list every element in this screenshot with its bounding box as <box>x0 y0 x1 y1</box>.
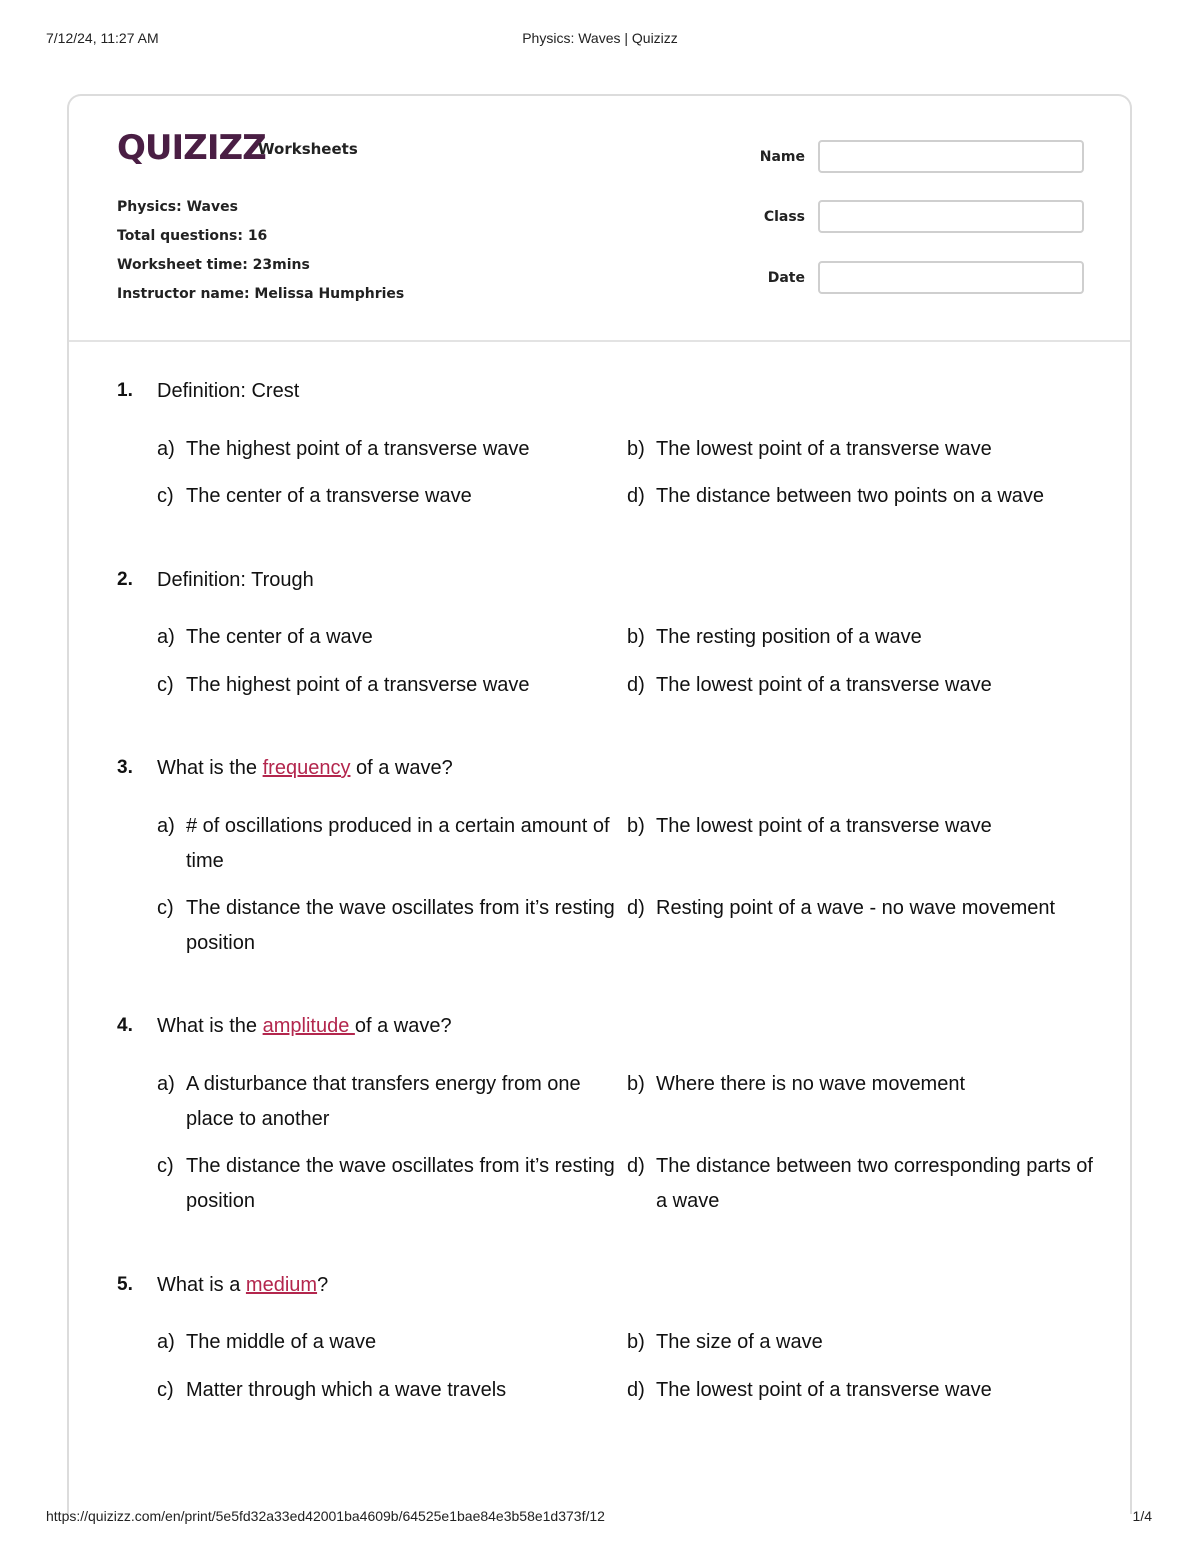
option-a: a) The middle of a wave <box>157 1331 377 1353</box>
worksheet <box>67 94 1132 1514</box>
print-url: https://quizizz.com/en/print/5e5fd32a33ed42001ba4609b/64525e1bae84e3b58e1d373f/12 <box>46 1508 605 1524</box>
question-number: 3. <box>117 757 133 778</box>
option-b: b) The lowest point of a transverse wave <box>627 438 992 460</box>
date-field[interactable] <box>818 261 1084 294</box>
print-footer <box>0 1508 1200 1528</box>
name-field[interactable] <box>818 140 1084 173</box>
option-c: c) The highest point of a transverse wave <box>157 674 530 696</box>
keyword-link[interactable]: frequency <box>262 757 351 779</box>
question-text: What is a medium? <box>157 1274 329 1296</box>
page-number: 1/4 <box>1132 1508 1152 1524</box>
option-b: b) The lowest point of a transverse wave <box>627 815 992 837</box>
option-d: d) The lowest point of a transverse wave <box>627 674 992 696</box>
brand-logo: QUIZIZZ <box>117 128 266 168</box>
class-field[interactable] <box>818 200 1084 233</box>
question-text: Definition: Trough <box>157 569 314 591</box>
option-d: d) The lowest point of a transverse wave <box>627 1379 992 1401</box>
question-text: What is the frequency of a wave? <box>157 757 453 779</box>
option-a: a) # of oscillations produced in a certain amount of time <box>157 815 610 872</box>
option-c: c) The center of a transverse wave <box>157 485 472 507</box>
worksheet-time: Worksheet time: 23mins <box>117 257 310 273</box>
worksheet-title: Physics: Waves <box>117 199 238 215</box>
total-questions: Total questions: 16 <box>117 228 268 244</box>
option-d: d) The distance between two points on a wave <box>627 485 1045 507</box>
worksheet-header <box>69 96 1130 342</box>
option-a: a) A disturbance that transfers energy from one place to another <box>157 1073 581 1130</box>
print-date: 7/12/24, 11:27 AM <box>46 30 159 46</box>
instructor-name: Instructor name: Melissa Humphries <box>117 286 405 302</box>
option-a: a) The center of a wave <box>157 626 373 648</box>
option-b: b) Where there is no wave movement <box>627 1073 966 1095</box>
print-header <box>0 30 1200 50</box>
question-number: 4. <box>117 1015 133 1036</box>
question-number: 1. <box>117 380 133 401</box>
question-text: What is the amplitude of a wave? <box>157 1015 452 1037</box>
keyword-link[interactable]: amplitude <box>262 1015 355 1037</box>
option-d: d) Resting point of a wave - no wave movement <box>627 897 1056 919</box>
option-d: d) The distance between two corresponding parts of a wave <box>627 1155 1093 1212</box>
class-label: Class <box>763 209 805 225</box>
option-b: b) The resting position of a wave <box>627 626 922 648</box>
question-number: 2. <box>117 569 133 590</box>
keyword-link[interactable]: medium <box>245 1274 318 1296</box>
option-b: b) The size of a wave <box>627 1331 823 1353</box>
date-label: Date <box>767 270 805 286</box>
question-number: 5. <box>117 1274 133 1295</box>
question-text: Definition: Crest <box>157 380 300 402</box>
option-c: c) Matter through which a wave travels <box>157 1379 507 1401</box>
name-label: Name <box>759 149 805 165</box>
option-a: a) The highest point of a transverse wave <box>157 438 530 460</box>
option-c: c) The distance the wave oscillates from it’s resting position <box>157 1155 615 1212</box>
print-title: Physics: Waves | Quizizz <box>522 30 678 46</box>
worksheet-meta <box>117 193 404 309</box>
brand-subtitle: Worksheets <box>258 140 358 158</box>
option-c: c) The distance the wave oscillates from it’s resting position <box>157 897 615 954</box>
